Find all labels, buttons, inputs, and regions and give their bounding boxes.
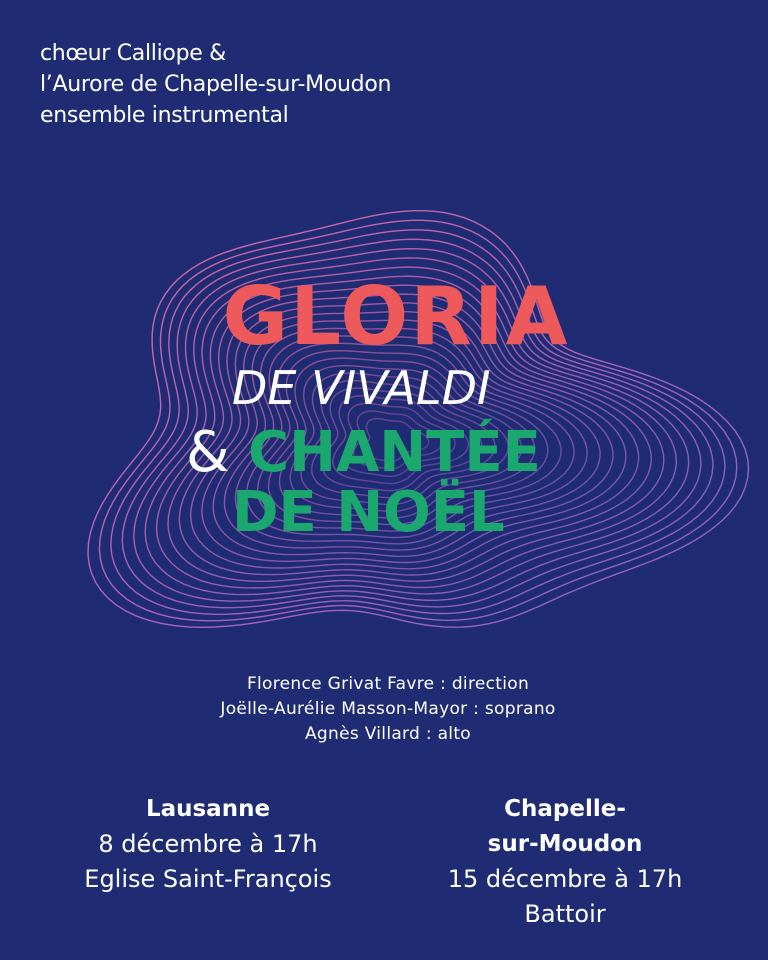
credit-line-choir: chœur Calliope & [40,41,227,66]
concert-place: Eglise Saint-François [84,865,332,893]
title-gloria: GLORIA [222,270,570,363]
title-de-noel: DE NOËL [232,480,505,545]
performers-list [0,672,768,747]
performer-alto: Agnès Villard : alto [305,724,471,744]
concert-date: 8 décembre à 17h [98,830,318,858]
performer-director: Florence Grivat Favre : direction [246,674,530,694]
concert-date: 15 décembre à 17h [447,865,683,893]
concert-lausanne [58,792,358,897]
performer-soprano: Joëlle-Aurélie Masson-Mayor : soprano [220,699,556,719]
title-chantee: CHANTÉE [248,420,541,485]
concert-city: Lausanne [145,796,271,822]
concert-city-line1: Chapelle- [504,796,626,822]
credit-line-ensemble: ensemble instrumental [40,103,289,128]
credit-line-aurore: l’Aurore de Chapelle-sur-Moudon [40,72,392,97]
concert-city-line2: sur-Moudon [487,831,643,857]
concert-chapelle [430,792,700,932]
concert-place: Battoir [524,900,606,928]
title-ampersand: & [186,420,230,485]
title-de-vivaldi: DE VIVALDI [232,361,491,415]
